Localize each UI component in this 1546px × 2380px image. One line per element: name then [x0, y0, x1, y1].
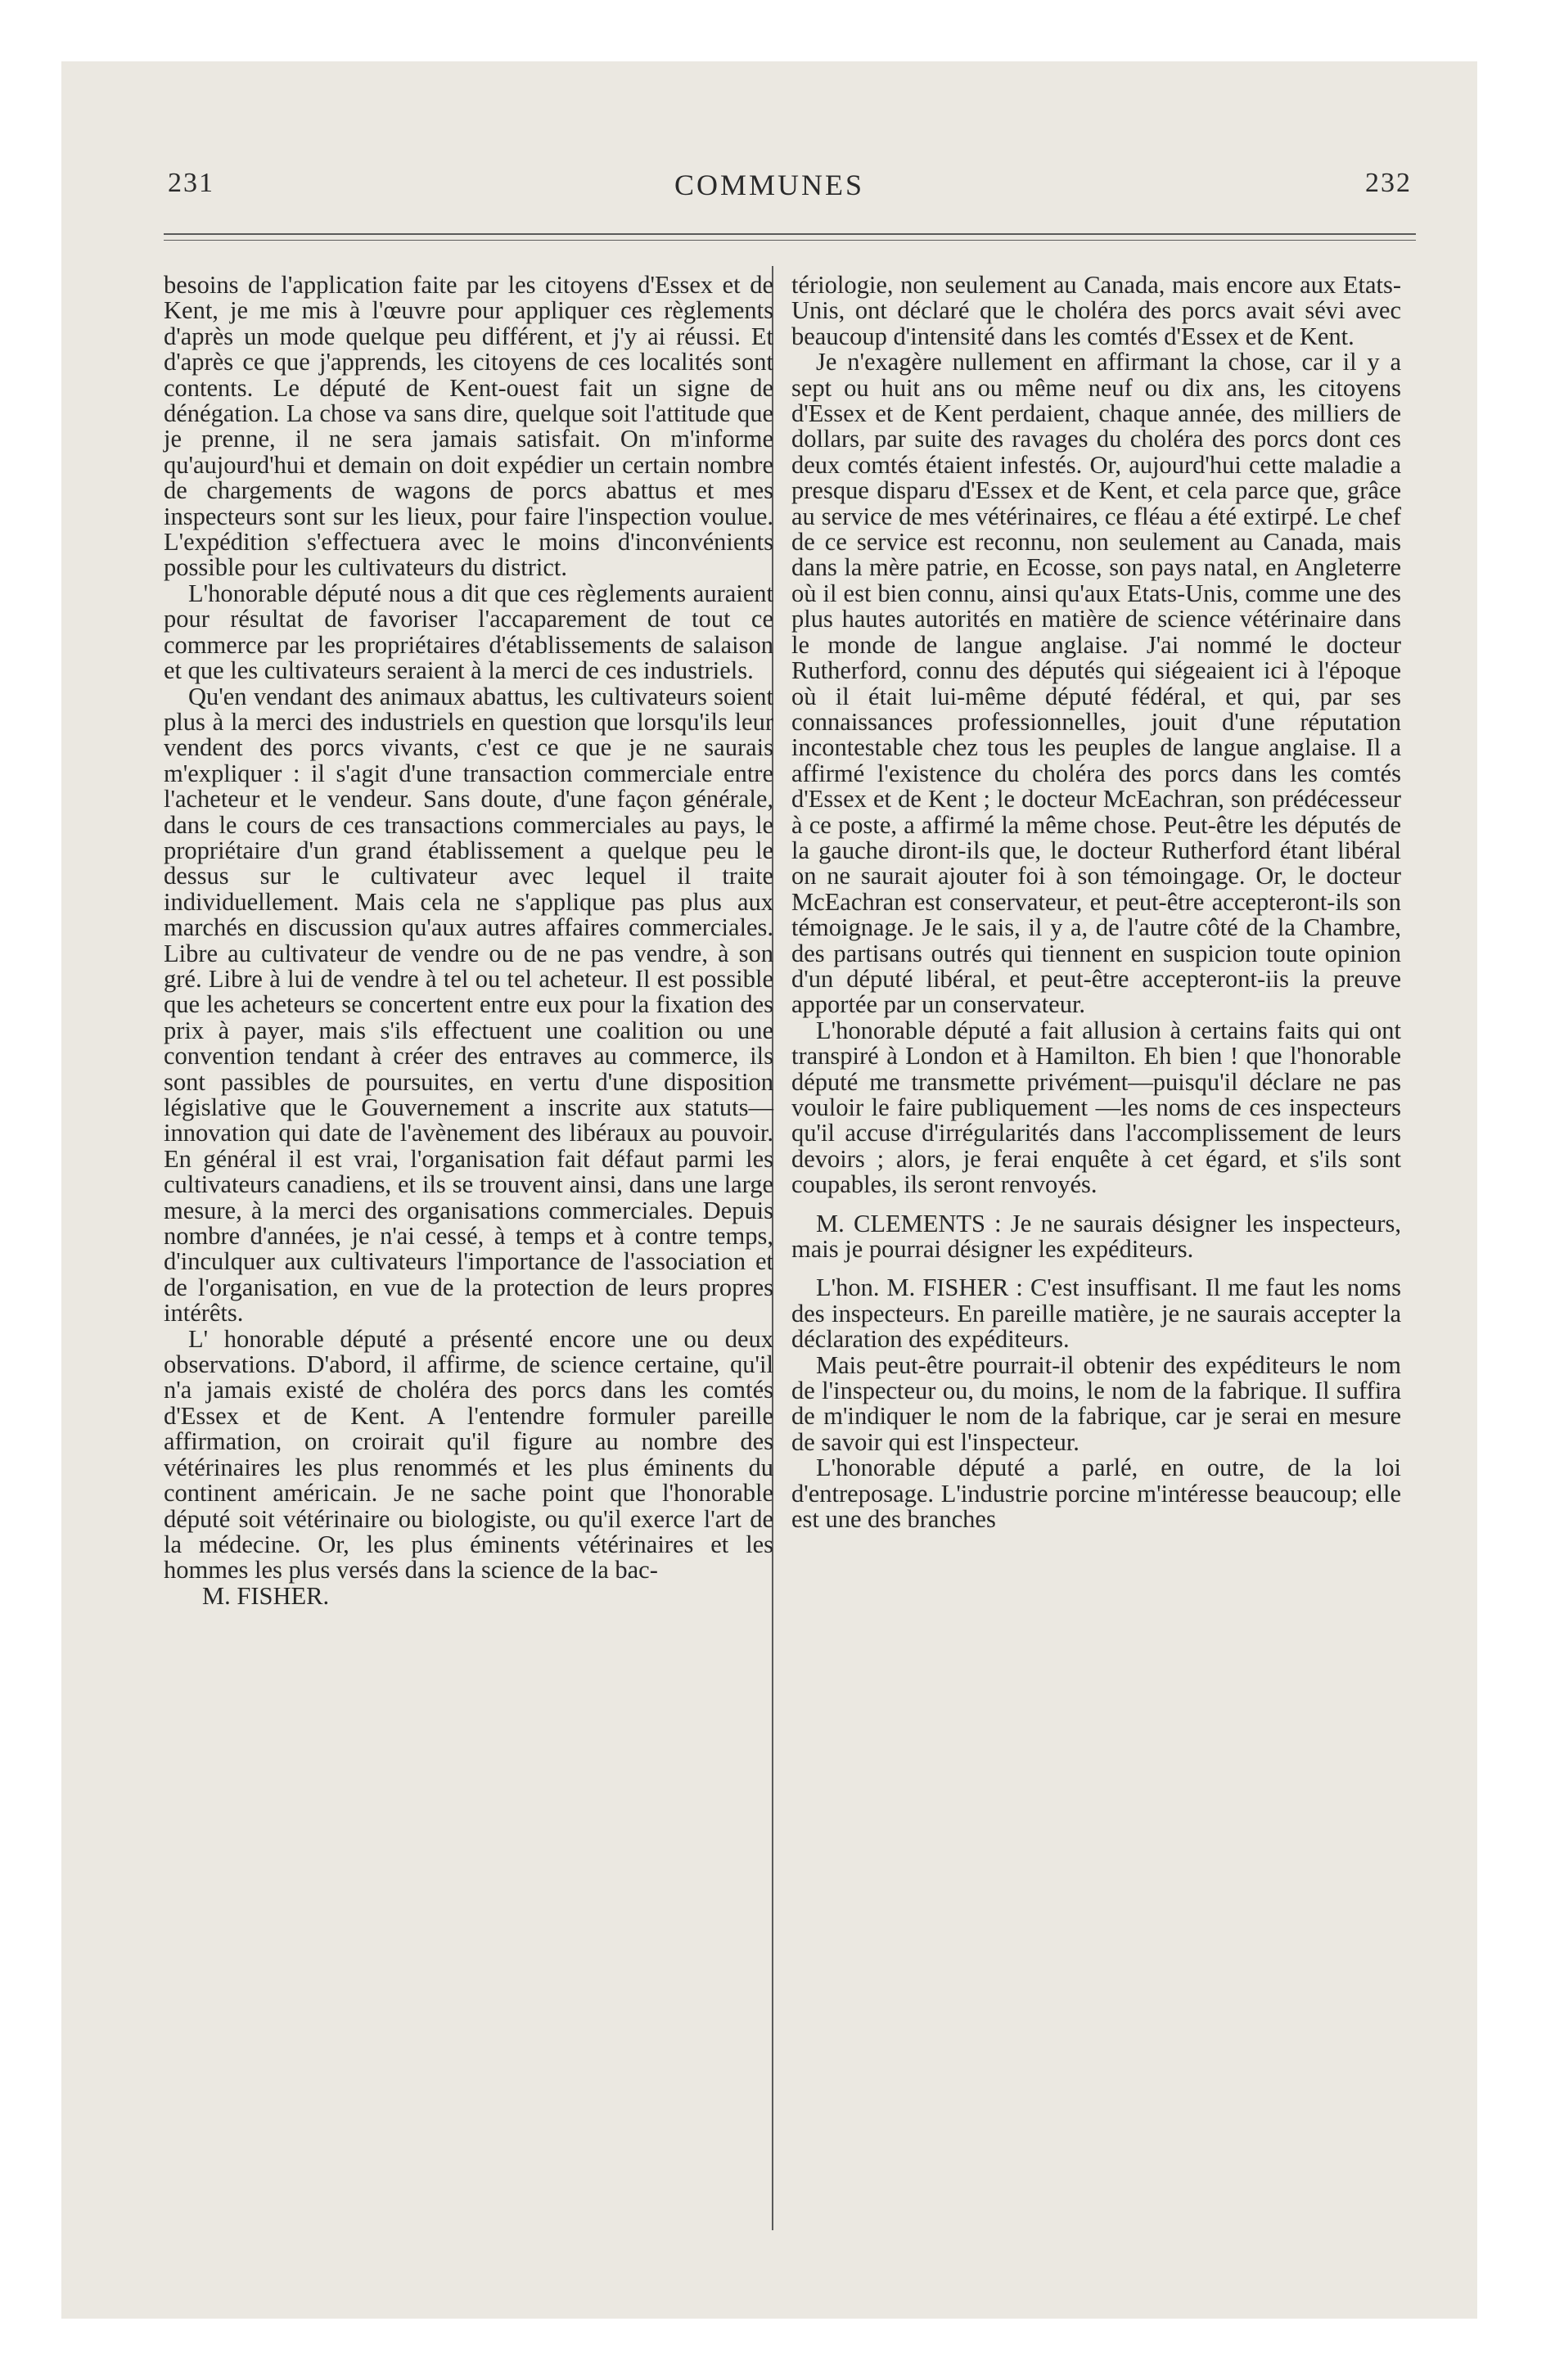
paragraph: L'honorable député a parlé, en outre, de la loi d'entreposage. L'industrie porcine m'intéresse beaucoup; elle est une des branches	[791, 1454, 1401, 1534]
running-title: COMMUNES	[674, 169, 865, 201]
paragraph: L'honorable député nous a dit que ces règlements auraient pour résultat de favoriser l'accaparement de tout ce commerce par les propriétaires d'établissements de salaison et que les cultivateurs seraient à la merci de ces industriels.	[164, 579, 773, 685]
speaker-signature: M. FISHER.	[202, 1581, 330, 1610]
left-column	[164, 273, 773, 1609]
header-rule-thin	[164, 240, 1416, 241]
paragraph: Qu'en vendant des animaux abattus, les cultivateurs soient plus à la merci des industriels en question que lorsqu'ils leur vendent des porcs vivants, c'est ce que je ne saurais m'expliquer : il s'agit d'une transaction commerciale entre l'acheteur et le vendeur. Sans doute, d'une façon générale, dans le cours de ces transactions commerciales au pays, le propriétaire d'un grand établissement a quelque peu le dessus sur le cultivateur avec lequel il traite individuellement. Mais cela ne s'applique pas plus aux marchés en discussion qu'aux autres affaires commerciales. Libre au cultivateur de vendre ou de ne pas vendre, à son gré. Libre à lui de vendre à tel ou tel acheteur. Il est possible que les acheteurs se concertent entre eux pour la fixation des prix à payer, mais s'ils effectuent une coalition ou une convention tendant à créer des entraves au commerce, ils sont passibles de poursuites, en vertu d'une disposition législative que le Gouvernement a inscrite aux statuts—innovation qui date de l'avènement des libéraux au pouvoir. En général il est vrai, l'organisation fait défaut parmi les cultivateurs canadiens, et ils se trouvent ainsi, dans une large mesure, à la merci des organisations commerciales. Depuis nombre d'années, je n'ai cessé, à temps et à contre temps, d'inculquer aux cultivateurs l'importance de l'association et de l'organisation, en vue de la protection de leurs propres intérêts.	[164, 682, 773, 1327]
header-rule	[164, 233, 1416, 235]
speech-paragraph: L'hon. M. FISHER : C'est insuffisant. Il me faut les noms des inspecteurs. En pareille matière, je ne saurais accepter la déclaration des expéditeurs.	[791, 1273, 1401, 1354]
page-number-left: 231	[168, 168, 214, 198]
paragraph: Mais peut-être pourrait-il obtenir des expéditeurs le nom de l'inspecteur ou, du moins, le nom de la fabrique. Il suffira de m'indiquer le nom de la fabrique, car je serai en mesure de savoir qui est l'inspecteur.	[791, 1350, 1401, 1456]
right-column	[791, 273, 1401, 1533]
paragraph: Je n'exagère nullement en affirmant la chose, car il y a sept ou huit ans ou même neuf ou dix ans, les citoyens d'Essex et de Kent perdaient, chaque année, des milliers de dollars, par suite des ravages du choléra des porcs dont ces deux comtés étaient infestés. Or, aujourd'hui cette maladie a presque disparu d'Essex et de Kent, et cela parce que, grâce au service de mes vétérinaires, ce fléau a été extirpé. Le chef de ce service est reconnu, non seulement au Canada, mais dans la mère patrie, en Ecosse, son pays natal, en Angleterre où il est bien connu, ainsi qu'aux Etats-Unis, comme une des plus hautes autorités en matière de science vétérinaire dans le monde de langue anglaise. J'ai nommé le docteur Rutherford, connu des députés qui siégeaient ici à l'époque où il était lui-même député fédéral, et qui, par ses connaissances professionnelles, jouit d'une réputation incontestable chez tous les peuples de langue anglaise. Il a affirmé l'existence du choléra des porcs dans les comtés d'Essex et de Kent ; le docteur McEachran, son prédécesseur à ce poste, a affirmé la même chose. Peut-être les députés de la gauche diront-ils que, le docteur Rutherford étant libéral on ne saurait ajouter foi à son témoingage. Or, le docteur McEachran est conservateur, et peut-être accepteront-ils son témoignage. Je le sais, il y a, de l'autre côté de la Chambre, des partisans outrés qui tiennent en suspicion toute opinion d'un député libéral, et peut-être accepteront-iis la preuve apportée par un conservateur.	[791, 348, 1401, 1019]
page-header	[61, 168, 1477, 217]
speech-paragraph: M. CLEMENTS : Je ne saurais désigner les inspecteurs, mais je pourrai désigner les expéditeurs.	[791, 1209, 1401, 1264]
paragraph: L'honorable député a fait allusion à certains faits qui ont transpiré à London et à Hamilton. Eh bien ! que l'honorable député me transmette privément—puisqu'il déclare ne pas vouloir le faire publiquement —les noms de ces inspecteurs qu'il accuse d'irrégularités dans l'accomplissement de leurs devoirs ; alors, je ferai enquête à cet égard, et s'ils sont coupables, ils seront renvoyés.	[791, 1016, 1401, 1199]
paragraph: besoins de l'application faite par les citoyens d'Essex et de Kent, je me mis à l'œuvre pour appliquer ces règlements d'après un mode quelque peu différent, et j'y ai réussi. Et d'après ce que j'apprends, les citoyens de ces localités sont contents. Le député de Kent-ouest fait un signe de dénégation. La chose va sans dire, quelque soit l'attitude que je prenne, il ne sera jamais satisfait. On m'informe qu'aujourd'hui et demain on doit expédier un certain nombre de chargements de wagons de porcs abattus et mes inspecteurs sont sur les lieux, pour faire l'inspection voulue. L'expédition s'effectuera avec le moins d'inconvénients possible pour les cultivateurs du district.	[164, 271, 773, 582]
scanned-page	[61, 61, 1477, 2319]
paragraph: L' honorable député a présenté encore une ou deux observations. D'abord, il affirme, de science certaine, qu'il n'a jamais existé de choléra des porcs dans les comtés d'Essex et de Kent. A l'entendre formuler pareille affirmation, on croirait qu'il figure au nombre des vétérinaires les plus renommés et les plus éminents du continent américain. Je ne sache point que l'honorable député soit vétérinaire ou biologiste, ou qu'il exerce l'art de la médecine. Or, les plus éminents vétérinaires et les hommes les plus versés dans la science de la bac-	[164, 1324, 773, 1584]
page-number-right: 232	[1365, 168, 1412, 198]
paragraph: tériologie, non seulement au Canada, mais encore aux Etats-Unis, ont déclaré que le choléra des porcs avait sévi avec beaucoup d'intensité dans les comtés d'Essex et de Kent.	[791, 271, 1401, 350]
